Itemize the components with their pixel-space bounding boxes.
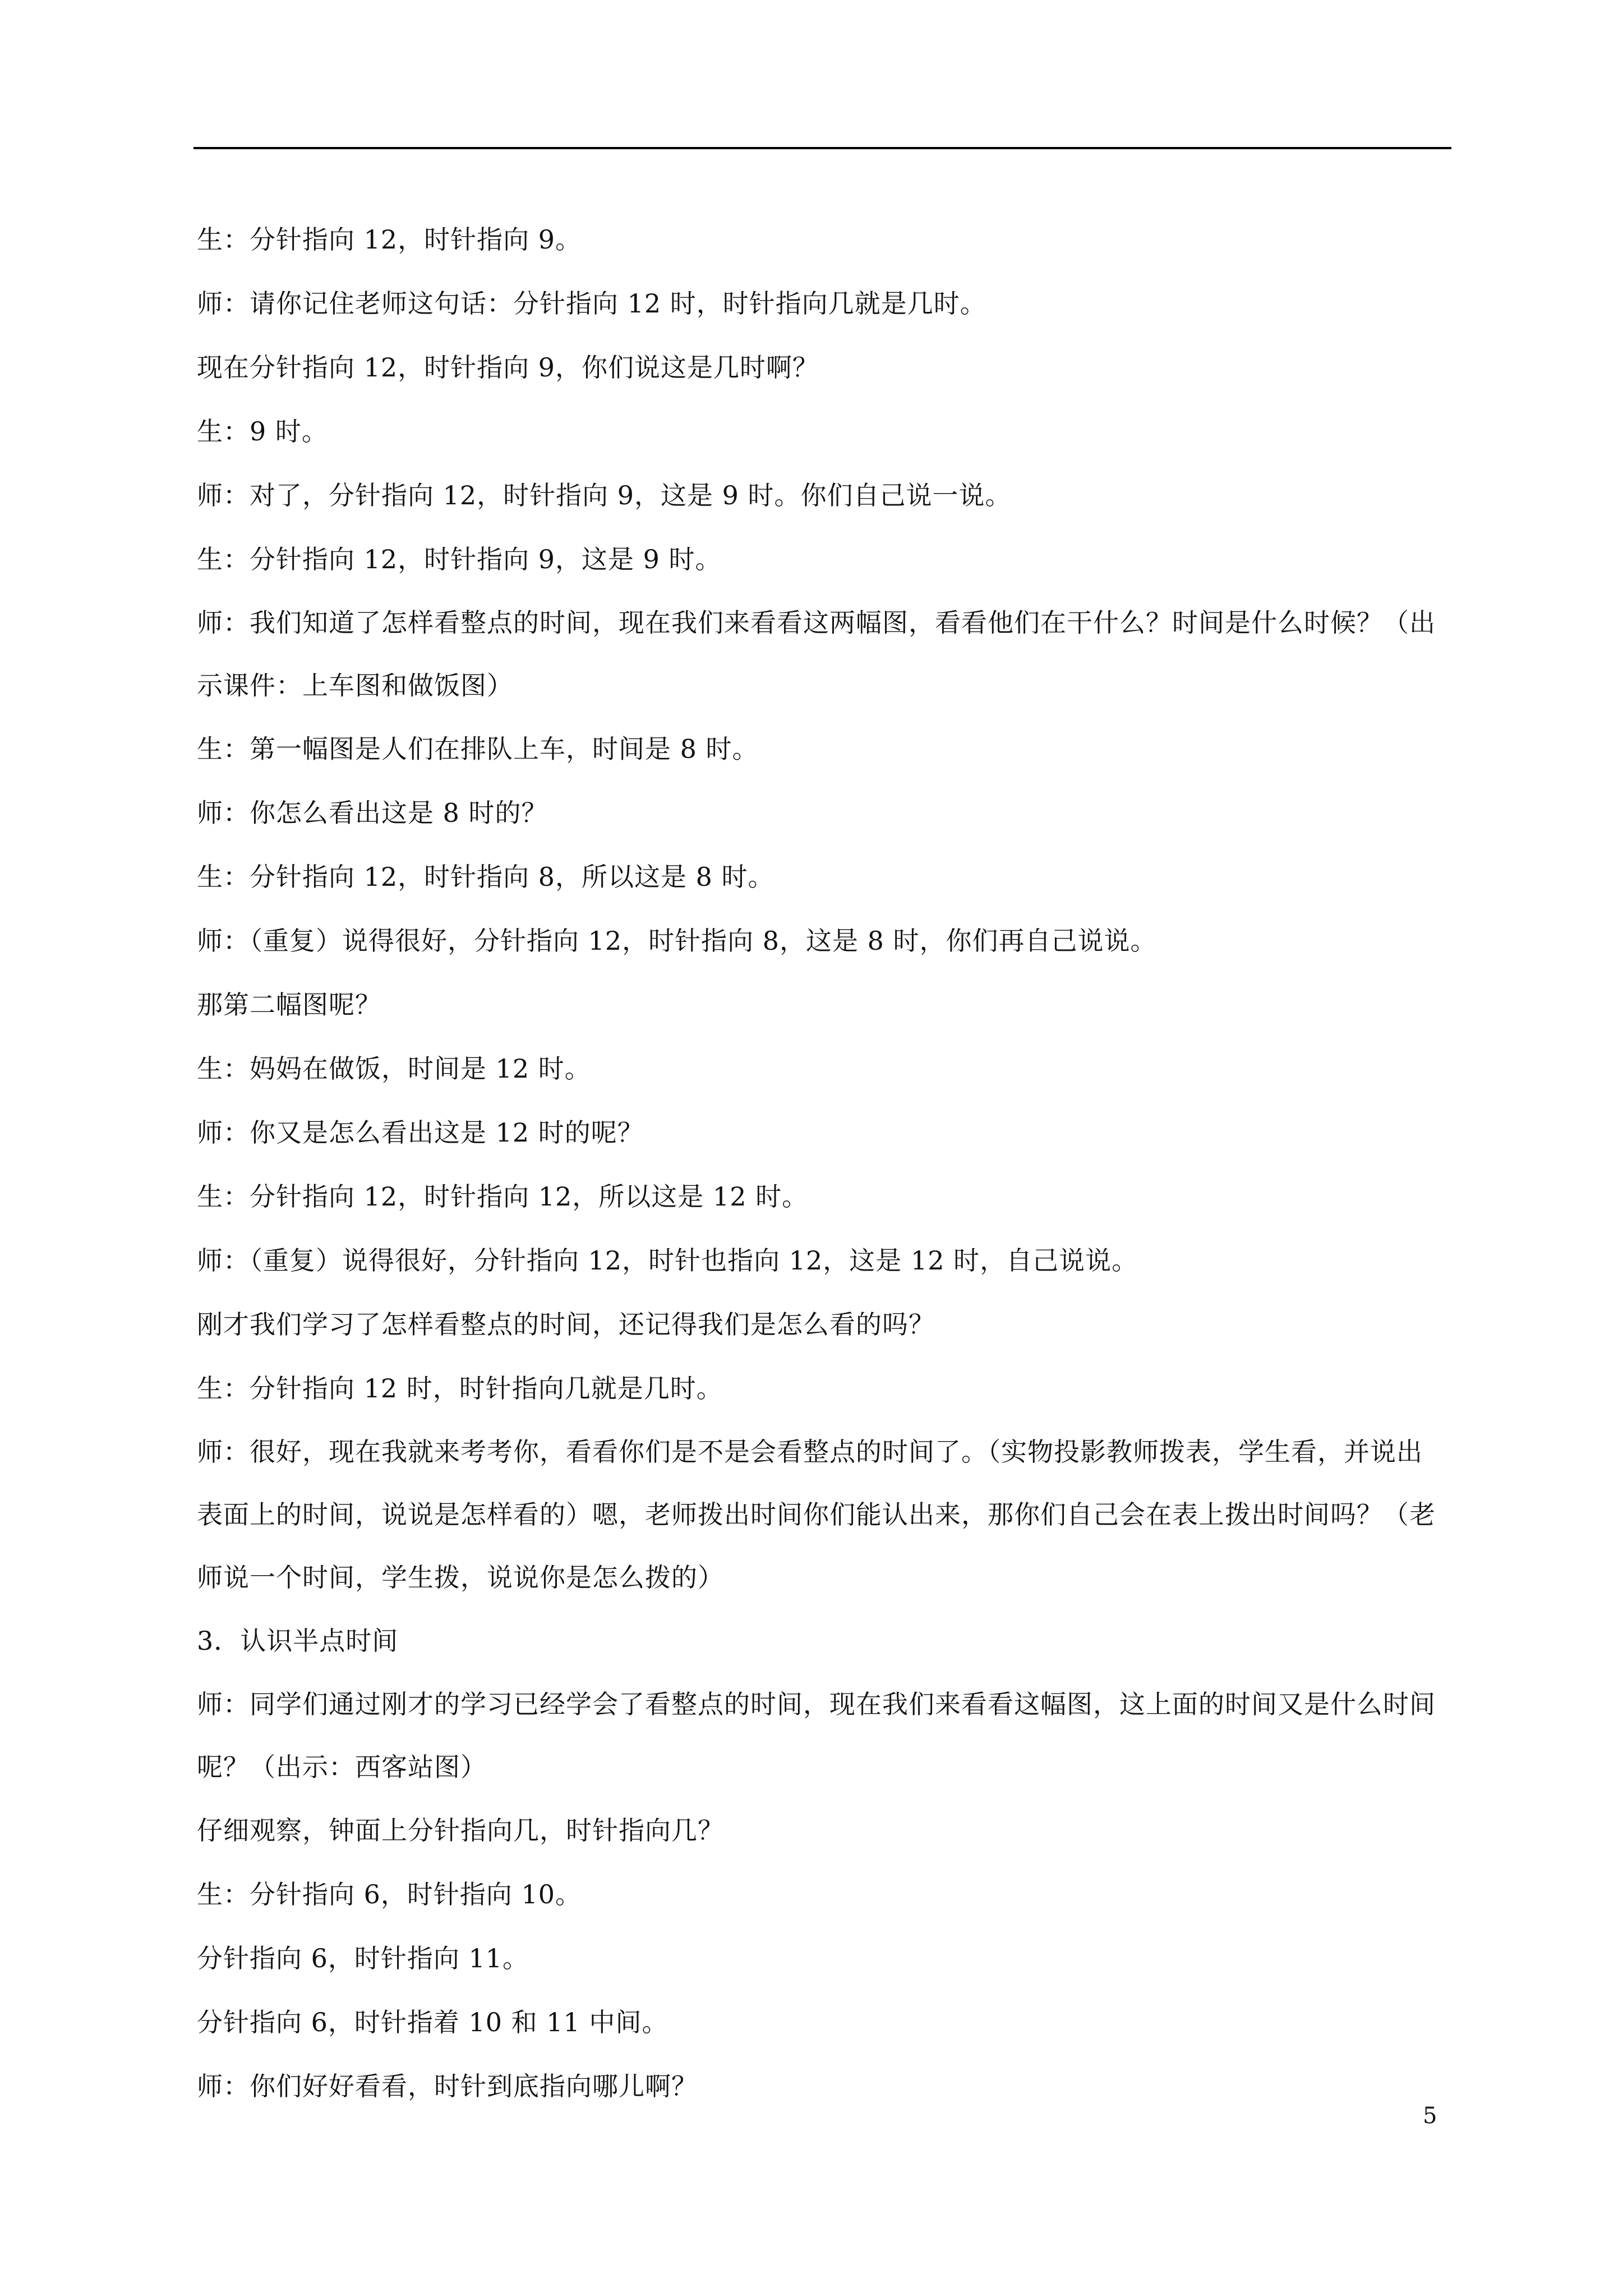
paragraph: 师：你怎么看出这是 8 时的？	[197, 798, 548, 828]
paragraph: 生：分针指向 12 时，时针指向几就是几时。	[197, 1373, 723, 1404]
paragraph: 师：同学们通过刚才的学习已经学会了看整点的时间，现在我们来看看这幅图，这上面的时间又是什么时间呢？（出示：西客站图）	[197, 1689, 1436, 1782]
paragraph: 生：分针指向 12，时针指向 9。	[197, 224, 582, 255]
paragraph: 师：（重复）说得很好，分针指向 12，时针也指向 12，这是 12 时，自己说说。	[197, 1245, 1138, 1276]
paragraph: 生：第一幅图是人们在排队上车，时间是 8 时。	[197, 734, 759, 764]
paragraph: 生：妈妈在做饭，时间是 12 时。	[197, 1053, 591, 1084]
paragraph: 生：9 时。	[197, 416, 328, 447]
header-rule	[193, 147, 1451, 149]
paragraph: 师：很好，现在我就来考考你，看看你们是不是会看整点的时间了。（实物投影教师拨表，学生看，并说出表面上的时间，说说是怎样看的）嗯，老师拨出时间你们能认出来，那你们自己会在表上拨出时间吗？（老师说一个时间，学生拨，说说你是怎么拨的）	[197, 1437, 1436, 1593]
paragraph: 师：（重复）说得很好，分针指向 12，时针指向 8，这是 8 时，你们再自己说说。	[197, 926, 1157, 956]
paragraph: 那第二幅图呢？	[197, 990, 381, 1020]
paragraph: 生：分针指向 6，时针指向 10。	[197, 1879, 582, 1910]
paragraph: 师：你们好好看看，时针到底指向哪儿啊？	[197, 2071, 698, 2101]
paragraph: 现在分针指向 12，时针指向 9，你们说这是几时啊？	[197, 352, 819, 383]
paragraph: 仔细观察，钟面上分针指向几，时针指向几？	[197, 1815, 724, 1846]
paragraph: 师：请你记住老师这句话：分针指向 12 时，时针指向几就是几时。	[197, 288, 986, 319]
paragraph: 师：你又是怎么看出这是 12 时的呢？	[197, 1117, 644, 1148]
document-body	[197, 208, 1438, 2118]
page-number: 5	[1423, 2103, 1437, 2129]
paragraph: 生：分针指向 12，时针指向 12，所以这是 12 时。	[197, 1181, 809, 1212]
paragraph: 生：分针指向 12，时针指向 9，这是 9 时。	[197, 544, 722, 574]
paragraph: 分针指向 6，时针指着 10 和 11 中间。	[197, 2007, 668, 2037]
paragraph: 刚才我们学习了怎样看整点的时间，还记得我们是怎么看的吗？	[197, 1309, 935, 1340]
section-heading: 3．认识半点时间	[197, 1626, 399, 1656]
paragraph: 师：对了，分针指向 12，时针指向 9，这是 9 时。你们自己说一说。	[197, 480, 1012, 510]
paragraph: 分针指向 6，时针指向 11。	[197, 1943, 529, 1973]
paragraph: 师：我们知道了怎样看整点的时间，现在我们来看看这两幅图，看看他们在干什么？时间是什么时候？（出示课件：上车图和做饭图）	[197, 608, 1436, 701]
paragraph: 生：分针指向 12，时针指向 8，所以这是 8 时。	[197, 862, 774, 892]
